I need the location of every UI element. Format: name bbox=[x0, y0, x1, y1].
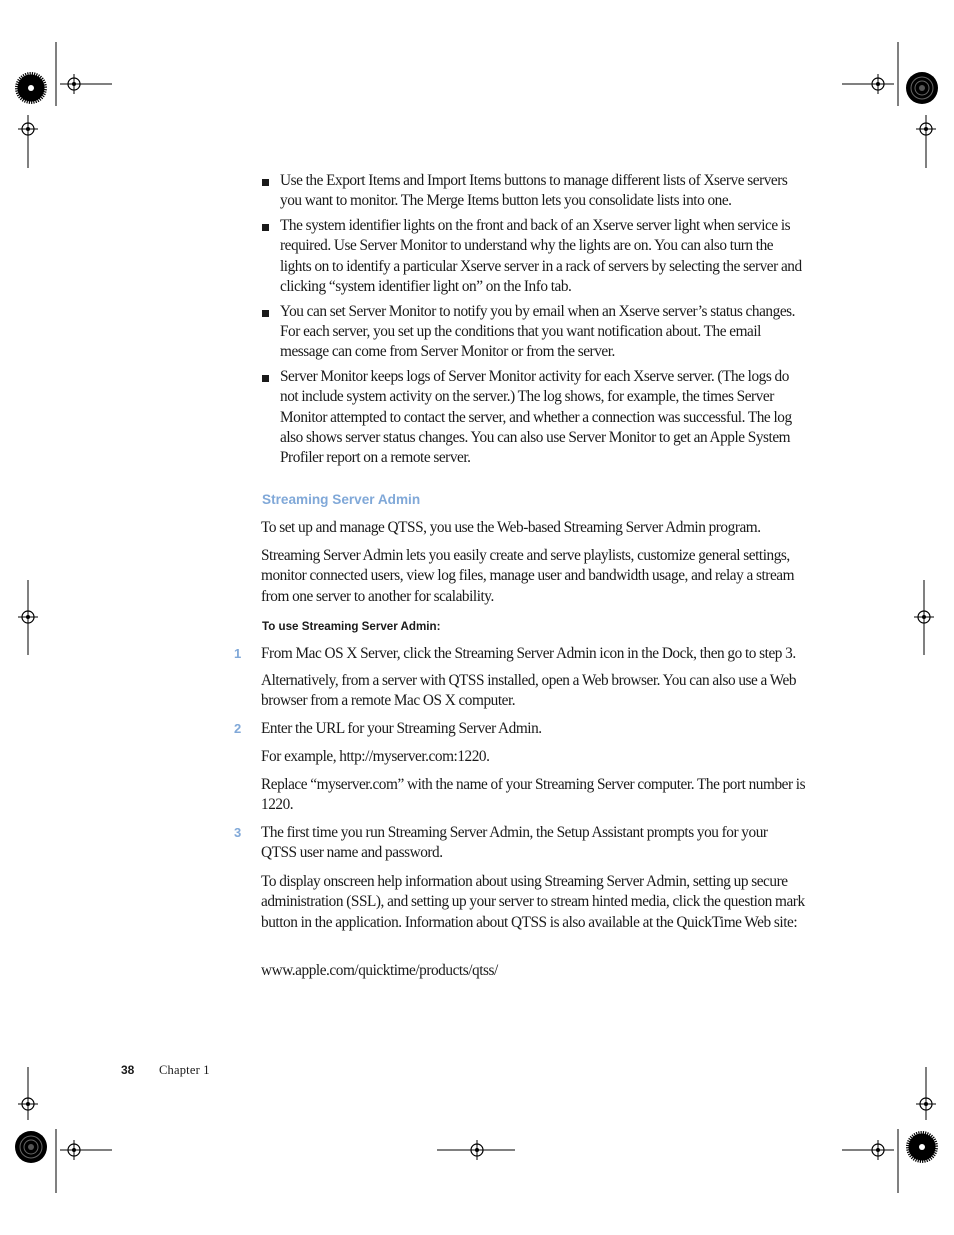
list-item bbox=[261, 216, 806, 297]
list-item bbox=[261, 367, 806, 468]
step-note: Replace “myserver.com” with the name of your Streaming Server computer. The port number is 1220. bbox=[261, 776, 806, 814]
list-item-text: Server Monitor keeps logs of Server Monitor activity for each Xserve server. (The logs do not include system activity on the server.) The log shows, for example, the times Server Monitor attempted to contact the server, and whether a connection was successful. The log also shows server status changes. You can also use Server Monitor to get an Apple System Profiler report on a remote server. bbox=[280, 368, 792, 467]
step-note: To display onscreen help information about using Streaming Server Admin, setting up secure administration (SSL), and setting up your server to stream hinted media, click the question mark button in the application. Information about QTSS is also available at the QuickTime Web site: bbox=[261, 873, 805, 931]
step-number: 2 bbox=[234, 721, 242, 736]
step-text: The first time you run Streaming Server Admin, the Setup Assistant prompts you for your QTSS user name and password. bbox=[261, 824, 768, 862]
step-text: Enter the URL for your Streaming Server Admin. bbox=[261, 720, 542, 737]
list-item-text: The system identifier lights on the front and back of an Xserve server light when service is required. Use Server Monitor to understand why the lights are on. You can also turn the lights on to identify a particular Xserve server in a rack of servers by selecting the server and clicking “system identifier light on” on the Info tab. bbox=[280, 217, 802, 295]
feature-bullet-list bbox=[261, 171, 806, 473]
intro-paragraph: To set up and manage QTSS, you use the Web-based Streaming Server Admin program. bbox=[261, 519, 761, 536]
crop-mark-bottom-center bbox=[437, 1130, 517, 1170]
bullet-square-icon bbox=[262, 224, 269, 231]
step-text: From Mac OS X Server, click the Streaming Server Admin icon in the Dock, then go to step 3. bbox=[261, 645, 796, 662]
description-paragraph: Streaming Server Admin lets you easily create and serve playlists, customize general settings, monitor connected users, view log files, manage user and bandwidth usage, and relay a stream from one server to another for scalability. bbox=[261, 547, 795, 605]
chapter-label: Chapter 1 bbox=[159, 1063, 210, 1077]
step-note: For example, http://myserver.com:1220. bbox=[261, 748, 490, 765]
bullet-square-icon bbox=[262, 375, 269, 382]
list-item bbox=[261, 171, 806, 212]
bullet-square-icon bbox=[262, 179, 269, 186]
page-number: 38 bbox=[121, 1063, 135, 1077]
target-circle-icon bbox=[904, 70, 940, 106]
step-number: 1 bbox=[234, 646, 242, 661]
registration-mark-right bbox=[910, 580, 940, 655]
registration-mark-left bbox=[14, 580, 44, 655]
web-address-link[interactable]: www.apple.com/quicktime/products/qtss/ bbox=[261, 962, 498, 979]
target-circle-icon bbox=[13, 1129, 49, 1165]
step-note: Alternatively, from a server with QTSS installed, open a Web browser. You can also use a Web browser from a remote Mac OS X computer. bbox=[261, 672, 797, 710]
bullet-square-icon bbox=[262, 310, 269, 317]
star-target-icon bbox=[13, 70, 49, 106]
list-item-text: Use the Export Items and Import Items buttons to manage different lists of Xserve servers you want to monitor. The Merge Items button lets you consolidate lists into one. bbox=[280, 172, 788, 210]
section-heading: Streaming Server Admin bbox=[262, 492, 421, 507]
list-item-text: You can set Server Monitor to notify you by email when an Xserve server’s status changes. For each server, you set up the conditions that you want notification about. The email message can come from Server Monitor or from the server. bbox=[280, 302, 796, 361]
step-number: 3 bbox=[234, 825, 242, 840]
star-target-icon bbox=[904, 1129, 940, 1165]
list-item bbox=[261, 302, 806, 363]
task-heading: To use Streaming Server Admin: bbox=[262, 620, 441, 633]
